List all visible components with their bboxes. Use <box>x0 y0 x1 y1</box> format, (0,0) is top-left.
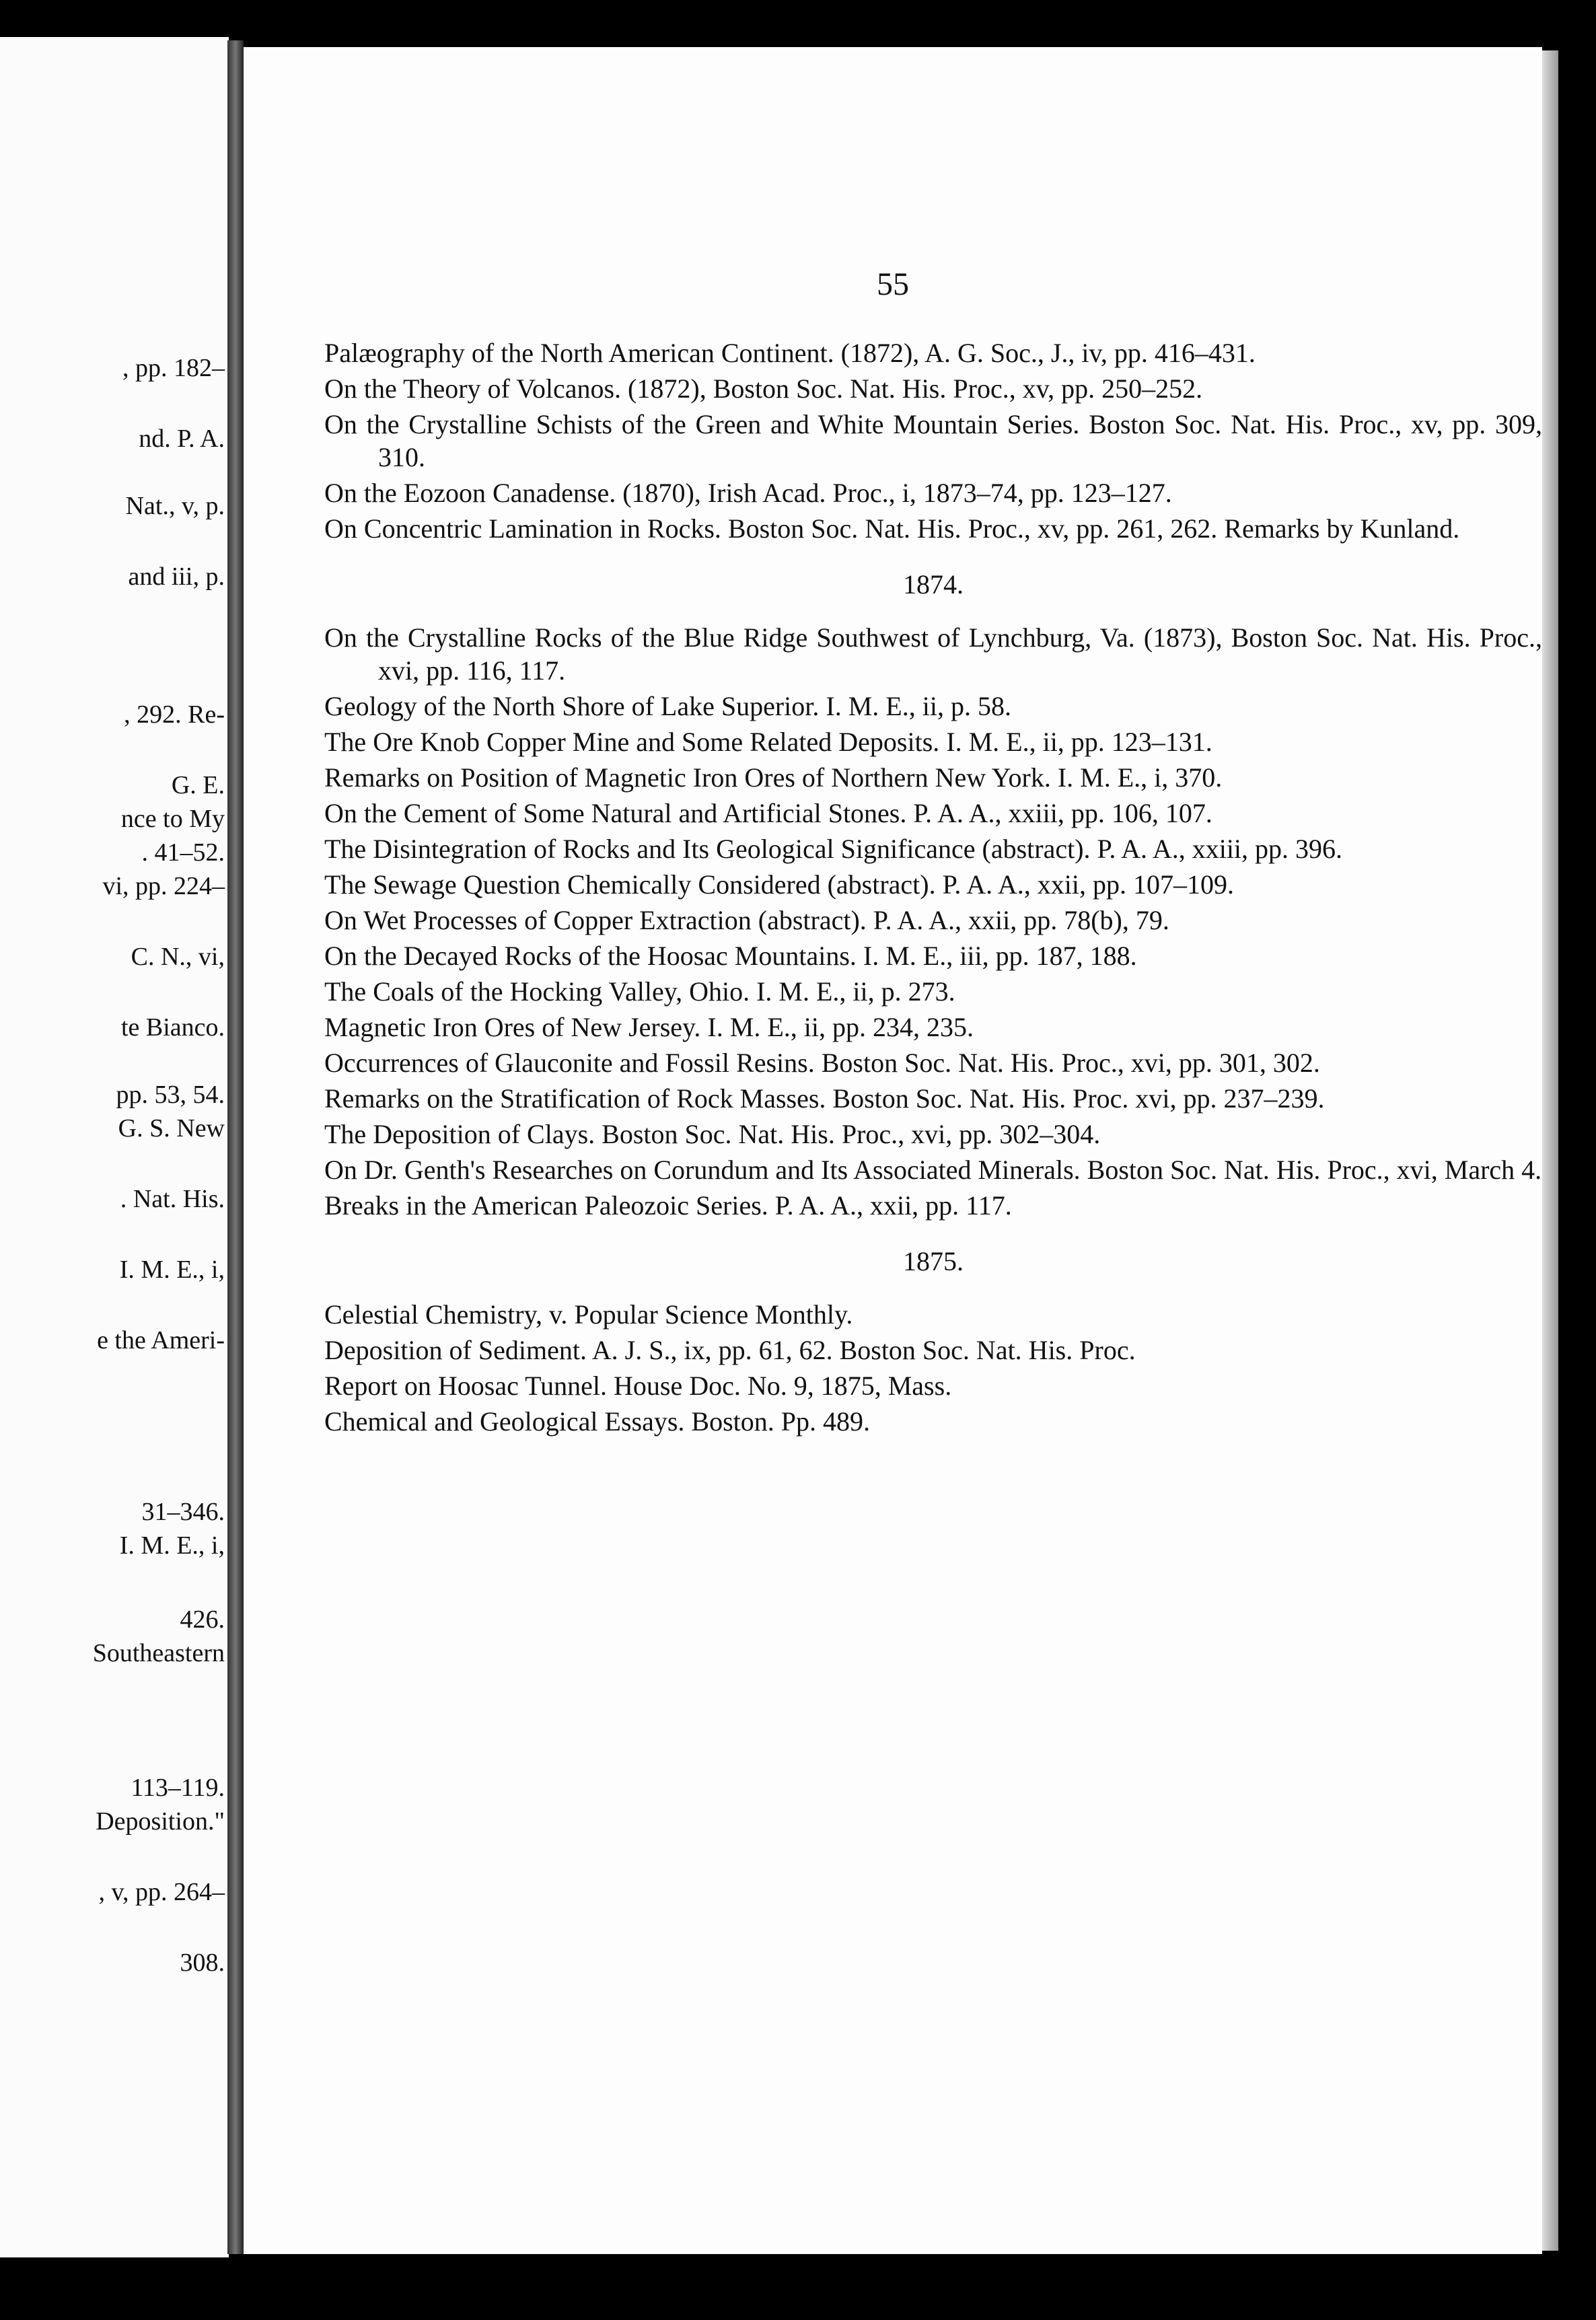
left-line: Deposition." <box>96 1807 225 1836</box>
page-number: 55 <box>877 266 909 302</box>
bibliography-entry: On the Decayed Rocks of the Hoosac Mountains. I. M. E., iii, pp. 187, 188. <box>324 941 1137 971</box>
left-line: te Bianco. <box>120 1013 225 1042</box>
bibliography-entry: The Ore Knob Copper Mine and Some Related Deposits. I. M. E., ii, pp. 123–131. <box>324 727 1212 757</box>
left-line: nd. P. A. <box>139 425 225 453</box>
left-line: I. M. E., i, <box>119 1256 225 1284</box>
bibliography-entry: On the Crystalline Rocks of the Blue Ridge Southwest of Lynchburg, Va. (1873), Boston Soc. Nat. His. Proc., xvi, pp. 116, 117. <box>324 622 1542 686</box>
year-heading: 1874. <box>903 569 964 600</box>
left-line: Nat., v, p. <box>125 492 225 520</box>
left-line: , 292. Re- <box>124 700 225 729</box>
bibliography-entry: On the Theory of Volcanos. (1872), Boston Soc. Nat. His. Proc., xv, pp. 250–252. <box>324 373 1203 404</box>
left-line: I. M. E., i, <box>119 1531 225 1560</box>
left-page-fragment <box>0 37 229 2257</box>
bibliography-entry: Deposition of Sediment. A. J. S., ix, pp. 61, 62. Boston Soc. Nat. His. Proc. <box>324 1335 1136 1365</box>
left-line: . 41–52. <box>141 838 225 867</box>
bibliography-entry: On the Crystalline Schists of the Green and White Mountain Series. Boston Soc. Nat. His. Proc., xv, pp. 309, 310. <box>324 409 1542 472</box>
bibliography-entry: Palæography of the North American Continent. (1872), A. G. Soc., J., iv, pp. 416–431. <box>324 338 1256 368</box>
left-line: 426. <box>180 1605 225 1634</box>
left-line: e the Ameri- <box>97 1326 225 1354</box>
bibliography-entry: Occurrences of Glauconite and Fossil Resins. Boston Soc. Nat. His. Proc., xvi, pp. 301, 302. <box>324 1048 1320 1078</box>
left-line: and iii, p. <box>128 563 225 591</box>
bibliography-entry: The Sewage Question Chemically Considered (abstract). P. A. A., xxii, pp. 107–109. <box>324 869 1235 900</box>
left-line: vi, pp. 224– <box>102 872 225 900</box>
left-line: , pp. 182– <box>122 354 225 382</box>
bibliography-entry: On the Cement of Some Natural and Artificial Stones. P. A. A., xxiii, pp. 106, 107. <box>324 798 1212 828</box>
bibliography-entry: The Deposition of Clays. Boston Soc. Nat. His. Proc., xvi, pp. 302–304. <box>324 1119 1101 1149</box>
left-line: pp. 53, 54. <box>116 1081 225 1109</box>
bibliography-entry: On Concentric Lamination in Rocks. Boston Soc. Nat. His. Proc., xv, pp. 261, 262. Remarks by Kunland. <box>324 513 1460 544</box>
bibliography-entry: Chemical and Geological Essays. Boston. Pp. 489. <box>324 1406 871 1437</box>
left-line: nce to My <box>120 805 225 833</box>
bibliography-entry: On Dr. Genth's Researches on Corundum and Its Associated Minerals. Boston Soc. Nat. His. Proc., xvi, March 4. <box>324 1155 1542 1185</box>
bibliography-entry: Remarks on the Stratification of Rock Masses. Boston Soc. Nat. His. Proc. xvi, pp. 237–239. <box>324 1083 1325 1114</box>
left-line: , v, pp. 264– <box>98 1878 225 1906</box>
left-line: C. N., vi, <box>131 943 225 971</box>
left-line: 113–119. <box>131 1774 225 1802</box>
bibliography-list <box>324 336 1542 1441</box>
left-line: G. E. <box>171 771 225 799</box>
bibliography-entry: On the Eozoon Canadense. (1870), Irish Acad. Proc., i, 1873–74, pp. 123–127. <box>324 478 1172 508</box>
bibliography-entry: Remarks on Position of Magnetic Iron Ores of Northern New York. I. M. E., i, 370. <box>324 762 1223 793</box>
bibliography-entry: The Disintegration of Rocks and Its Geological Significance (abstract). P. A. A., xxiii, pp. 396. <box>324 834 1343 864</box>
left-line: Southeastern <box>92 1639 225 1667</box>
right-page <box>244 47 1542 2254</box>
page-edge <box>1542 50 1558 2251</box>
left-line: . Nat. His. <box>120 1185 225 1213</box>
bibliography-entry: On Wet Processes of Copper Extraction (abstract). P. A. A., xxii, pp. 78(b), 79. <box>324 905 1169 935</box>
book-gutter <box>227 40 244 2254</box>
bibliography-entry: Geology of the North Shore of Lake Superior. I. M. E., ii, p. 58. <box>324 691 1011 721</box>
left-line: 308. <box>180 1949 225 1977</box>
bibliography-entry: The Coals of the Hocking Valley, Ohio. I. M. E., ii, p. 273. <box>324 976 955 1007</box>
bibliography-entry: Report on Hoosac Tunnel. House Doc. No. 9, 1875, Mass. <box>324 1371 952 1401</box>
bibliography-entry: Celestial Chemistry, v. Popular Science Monthly. <box>324 1299 853 1330</box>
year-heading: 1875. <box>903 1246 964 1276</box>
left-line: 31–346. <box>141 1498 225 1526</box>
bibliography-entry: Breaks in the American Paleozoic Series. P. A. A., xxii, pp. 117. <box>324 1190 1012 1221</box>
left-line: G. S. New <box>118 1114 225 1143</box>
bibliography-entry: Magnetic Iron Ores of New Jersey. I. M. E., ii, pp. 234, 235. <box>324 1012 974 1042</box>
